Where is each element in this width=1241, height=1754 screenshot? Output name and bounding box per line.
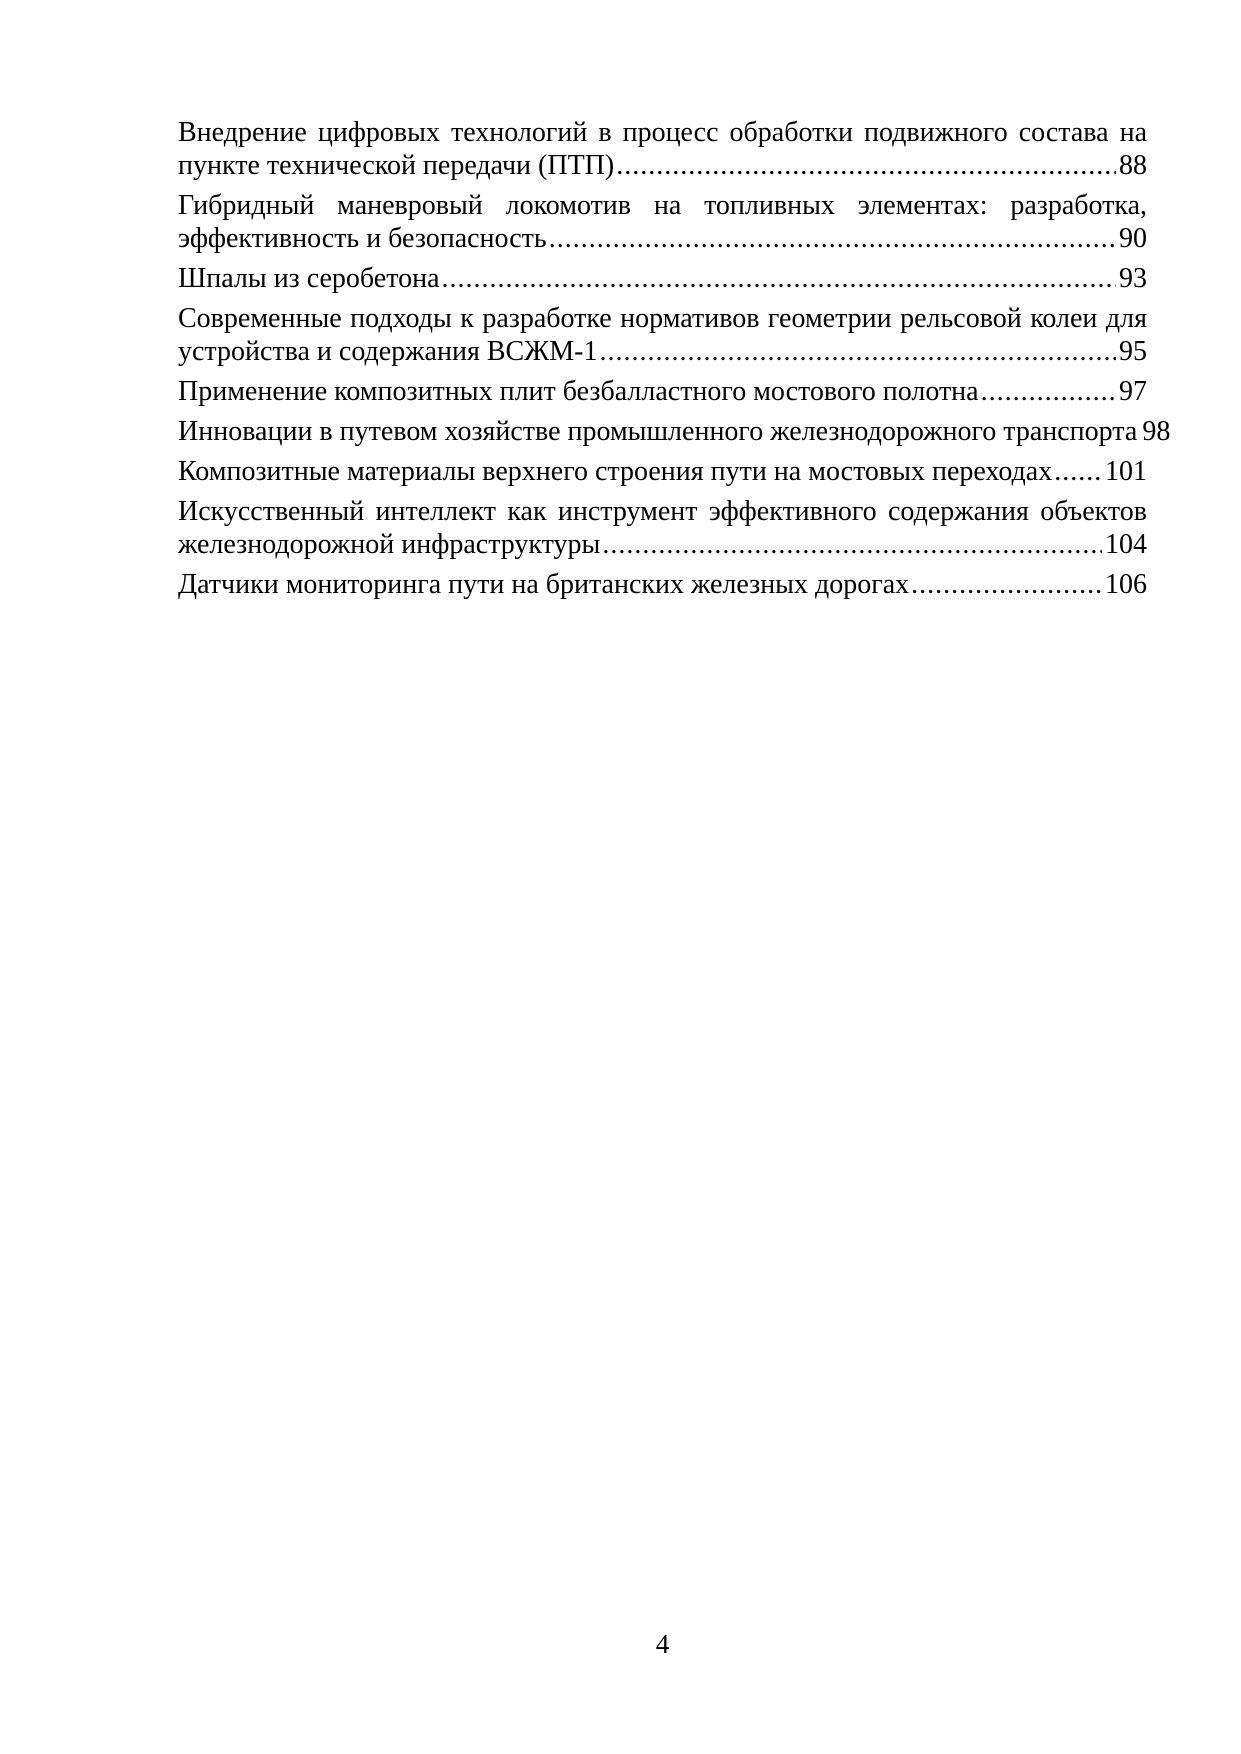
dot-leader xyxy=(440,262,1116,295)
toc-entry-last-line xyxy=(178,262,1147,295)
toc-entry-title-line: устройства и содержания ВСЖМ-1 xyxy=(178,336,598,367)
toc-page-number: 104 xyxy=(1105,529,1147,560)
toc-entry-title-line: Применение композитных плит безбалластного мостового полотна xyxy=(178,376,979,407)
dot-leader xyxy=(547,222,1116,255)
toc-entry-4[interactable] xyxy=(178,302,1147,368)
toc-entry-3[interactable] xyxy=(178,262,1147,295)
toc-page-number: 95 xyxy=(1119,336,1147,367)
toc-entry-last-line xyxy=(178,335,1147,368)
toc-entry-title-line: эффективность и безопасность xyxy=(178,223,547,254)
page-footer xyxy=(178,1628,1147,1661)
toc-entry-6[interactable] xyxy=(178,415,1171,448)
dot-leader xyxy=(1052,455,1102,488)
toc-entry-last-line xyxy=(178,149,1147,182)
dot-leader xyxy=(598,335,1117,368)
toc-entry-title-line: Инновации в путевом хозяйстве промышленного железнодорожного транспорта xyxy=(178,416,1138,447)
toc-entry-last-line xyxy=(178,415,1171,448)
toc-entry-last-line xyxy=(178,375,1147,408)
toc-entry-5[interactable] xyxy=(178,375,1147,408)
toc-page-number: 98 xyxy=(1142,416,1171,447)
toc-entry-7[interactable] xyxy=(178,455,1147,488)
toc-entry-last-line xyxy=(178,222,1147,255)
toc-entry-title-line: Композитные материалы верхнего строения пути на мостовых переходах xyxy=(178,456,1053,487)
dot-leader xyxy=(909,568,1102,601)
dot-leader xyxy=(600,528,1102,561)
toc-page-number: 88 xyxy=(1119,150,1147,181)
toc-entry-title-line: пункте технической передачи (ПТП) xyxy=(178,150,615,181)
toc-entry-9[interactable] xyxy=(178,568,1147,601)
toc-entry-last-line xyxy=(178,528,1147,561)
toc-page-number: 97 xyxy=(1119,376,1147,407)
folio-page-number: 4 xyxy=(655,1629,670,1659)
toc-entry-title-line: железнодорожной инфраструктуры xyxy=(178,529,601,560)
toc-entry-1[interactable] xyxy=(178,116,1147,182)
toc-page-number: 90 xyxy=(1119,223,1147,254)
toc-entry-last-line xyxy=(178,568,1147,601)
toc-page-number: 101 xyxy=(1105,456,1147,487)
dot-leader xyxy=(979,375,1116,408)
toc-entry-title-line: Искусственный интеллект как инструмент эффективного содержания объектов xyxy=(178,496,1147,527)
table-of-contents xyxy=(178,116,1171,608)
toc-page-number: 106 xyxy=(1105,569,1147,600)
toc-entry-title-line: Гибридный маневровый локомотив на топливных элементах: разработка, xyxy=(178,190,1147,221)
dot-leader xyxy=(614,149,1116,182)
toc-entry-title-line: Датчики мониторинга пути на британских железных дорогах xyxy=(178,569,910,600)
toc-entry-8[interactable] xyxy=(178,495,1147,561)
toc-entry-title-line: Современные подходы к разработке нормативов геометрии рельсовой колеи для xyxy=(178,303,1147,334)
toc-entry-last-line xyxy=(178,455,1147,488)
dot-leader xyxy=(1137,415,1139,448)
toc-entry-title-line: Шпалы из серобетона xyxy=(178,263,440,294)
toc-entry-title-line: Внедрение цифровых технологий в процесс обработки подвижного состава на xyxy=(178,117,1147,148)
toc-page-number: 93 xyxy=(1119,263,1147,294)
toc-entry-2[interactable] xyxy=(178,189,1147,255)
